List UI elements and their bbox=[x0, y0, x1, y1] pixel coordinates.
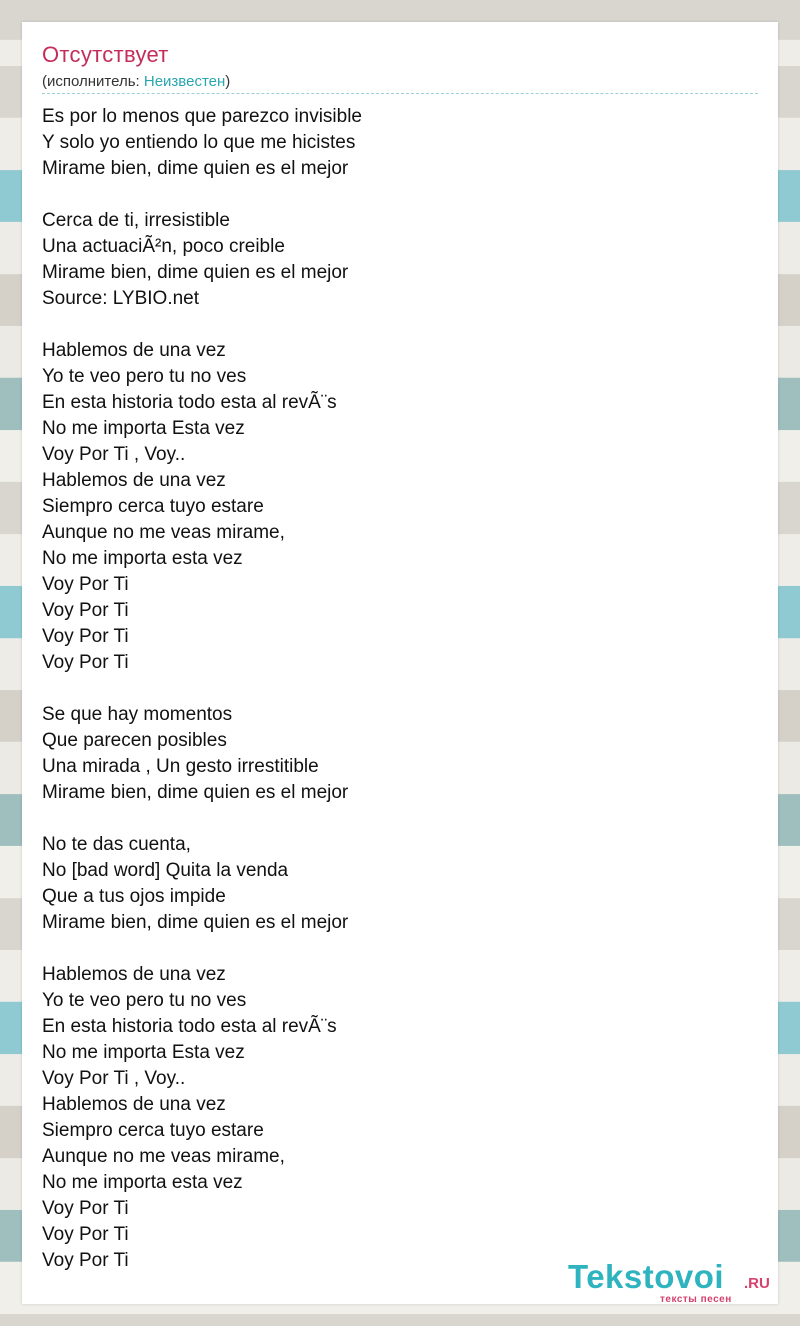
lyrics-blank-line bbox=[42, 936, 742, 962]
lyrics-line: Siempro cerca tuyo estare bbox=[42, 496, 264, 517]
lyrics-line: Mirame bien, dime quien es el mejor bbox=[42, 262, 349, 283]
lyrics-line: Hablemos de una vez bbox=[42, 340, 226, 361]
logo-tagline: тексты песен bbox=[660, 1294, 732, 1305]
lyrics-line: Aunque no me veas mirame, bbox=[42, 1146, 285, 1167]
lyrics-line: Voy Por Ti , Voy.. bbox=[42, 1068, 186, 1089]
lyrics-line: En esta historia todo esta al revÃ¨s bbox=[42, 1016, 337, 1037]
artist-prefix: (исполнитель: bbox=[42, 73, 144, 90]
site-logo[interactable] bbox=[568, 1258, 778, 1308]
lyrics-line: Que a tus ojos impide bbox=[42, 886, 226, 907]
lyrics-line: Mirame bien, dime quien es el mejor bbox=[42, 782, 349, 803]
lyrics-line: Que parecen posibles bbox=[42, 730, 227, 751]
lyrics-line: No me importa Esta vez bbox=[42, 418, 245, 439]
lyrics-line: Voy Por Ti bbox=[42, 1250, 129, 1271]
lyrics-line: Se que hay momentos bbox=[42, 704, 233, 725]
artist-link[interactable]: Неизвестен bbox=[143, 73, 226, 90]
lyrics-line: Cerca de ti, irresistible bbox=[42, 210, 230, 231]
lyrics-line: Yo te veo pero tu no ves bbox=[42, 990, 247, 1011]
lyrics-line: No me importa esta vez bbox=[42, 1172, 243, 1193]
lyrics-blank-line bbox=[42, 182, 742, 208]
artist-line bbox=[42, 73, 230, 90]
lyrics-line: Una mirada , Un gesto irrestitible bbox=[42, 756, 319, 777]
lyrics-line: Voy Por Ti bbox=[42, 1224, 129, 1245]
lyrics-line: Siempro cerca tuyo estare bbox=[42, 1120, 264, 1141]
lyrics-line: Hablemos de una vez bbox=[42, 470, 226, 491]
lyrics-body bbox=[42, 104, 742, 1274]
lyrics-line: Voy Por Ti bbox=[42, 600, 129, 621]
lyrics-line: No te das cuenta, bbox=[42, 834, 191, 855]
lyrics-line: Source: LYBIO.net bbox=[42, 288, 200, 309]
lyrics-line: Mirame bien, dime quien es el mejor bbox=[42, 158, 349, 179]
lyrics-line: Y solo yo entiendo lo que me hicistes bbox=[42, 132, 356, 153]
artist-suffix: ) bbox=[225, 73, 231, 90]
lyrics-line: Es por lo menos que parezco invisible bbox=[42, 106, 363, 127]
lyrics-line: No me importa esta vez bbox=[42, 548, 243, 569]
logo-tld: .RU bbox=[744, 1275, 770, 1292]
lyrics-line: No [bad word] Quita la venda bbox=[42, 860, 289, 881]
logo-brand: Tekstovoi bbox=[568, 1258, 725, 1295]
lyrics-blank-line bbox=[42, 676, 742, 702]
lyrics-line: Mirame bien, dime quien es el mejor bbox=[42, 912, 349, 933]
lyrics-line: Una actuaciÃ²n, poco creible bbox=[42, 236, 285, 257]
lyrics-blank-line bbox=[42, 806, 742, 832]
lyrics-line: Aunque no me veas mirame, bbox=[42, 522, 285, 543]
header-divider bbox=[42, 93, 758, 94]
lyrics-line: Voy Por Ti bbox=[42, 574, 129, 595]
lyrics-line: Hablemos de una vez bbox=[42, 1094, 226, 1115]
lyrics-line: Hablemos de una vez bbox=[42, 964, 226, 985]
lyrics-line: No me importa Esta vez bbox=[42, 1042, 245, 1063]
lyrics-line: Voy Por Ti bbox=[42, 652, 129, 673]
lyrics-line: Voy Por Ti bbox=[42, 1198, 129, 1219]
song-title: Отсутствует bbox=[42, 42, 169, 67]
lyrics-blank-line bbox=[42, 312, 742, 338]
lyrics-line: En esta historia todo esta al revÃ¨s bbox=[42, 392, 337, 413]
lyrics-line: Yo te veo pero tu no ves bbox=[42, 366, 247, 387]
lyrics-card bbox=[22, 22, 778, 1304]
lyrics-line: Voy Por Ti bbox=[42, 626, 129, 647]
lyrics-line: Voy Por Ti , Voy.. bbox=[42, 444, 186, 465]
